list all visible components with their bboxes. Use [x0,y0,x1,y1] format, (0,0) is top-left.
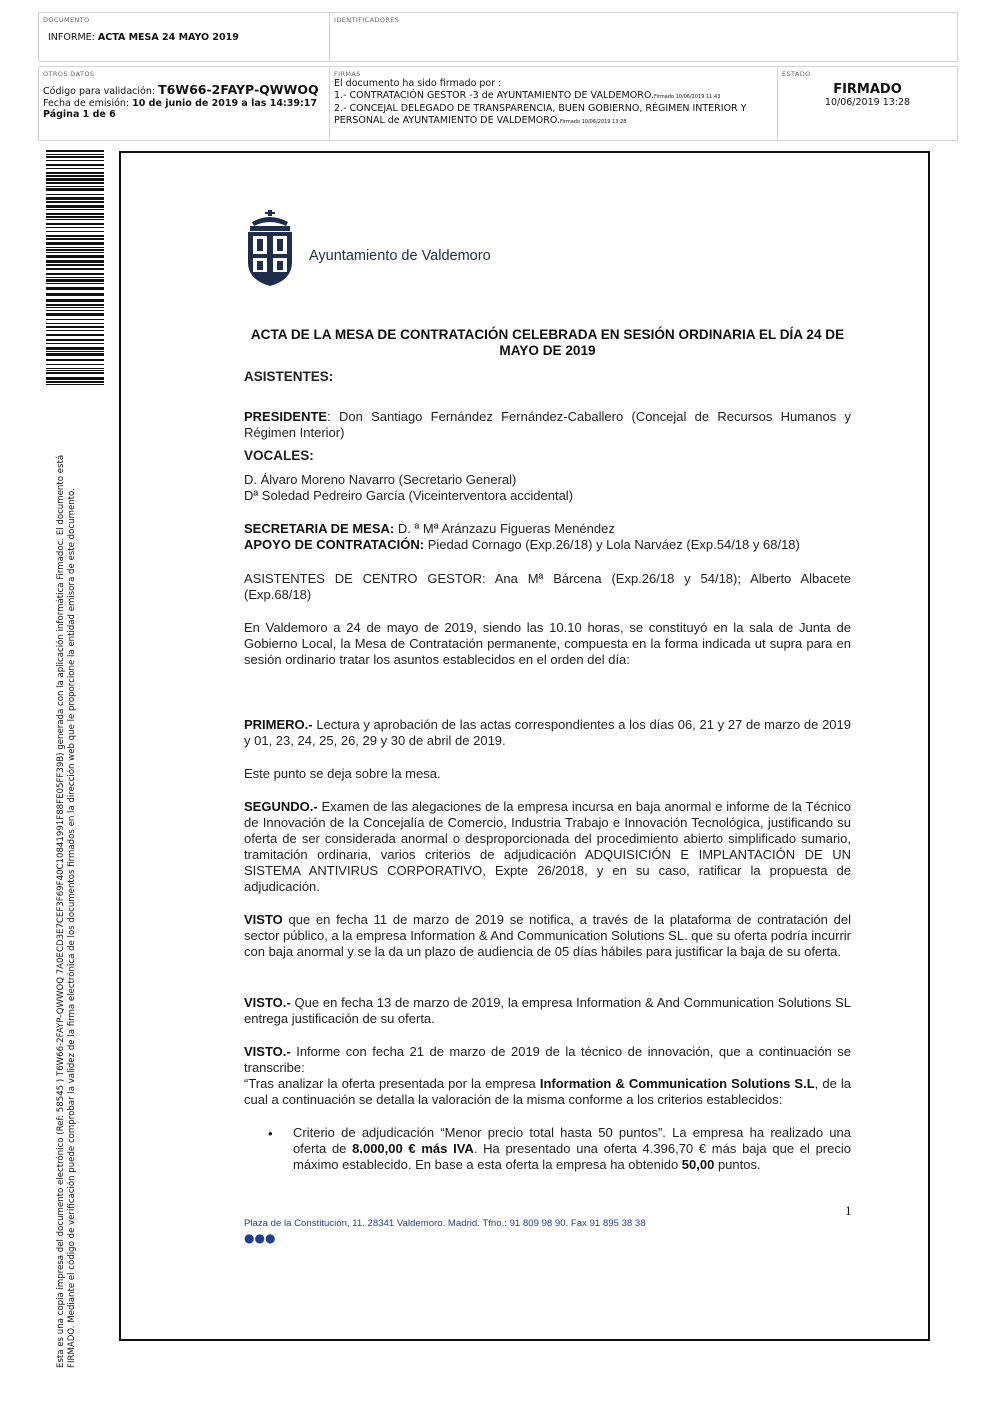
secretaria-text: D. ª Mª Aránzazu Figueras Menéndez [394,521,615,536]
firma-2 [334,103,773,128]
fecha-label: Fecha de emisión: [43,97,133,109]
barcode-bar [46,260,104,263]
barcode-bar [46,307,104,308]
barcode-bar [46,283,104,284]
firmas-cell [329,67,777,140]
visto-1-paragraph [244,912,851,960]
visto-3-text: Informe con fecha 21 de marzo de 2019 de la técnico de innovación, que a continuación se transcribe: [244,1044,851,1075]
barcode-bar [46,150,104,152]
barcode-bar [46,242,104,245]
primero-paragraph [244,717,851,749]
barcode-bar [46,359,104,361]
segundo-text: Examen de las alegaciones de la empresa incursa en baja anormal e informe de la Técnico de Innovación de la Concejalía de Comercio, Industria Trabajo e Innovación Tecnológica, justificando su oferta de ser considerada anormal o desproporcionada del procedimiento abierto simplificado sumario, tramitación ordinaria, varios criterios de adjudicación ADQUISICIÓN E IMPLANTACIÓN DE UN SISTEMA ANTIVIRUS CORPORATIVO, Expte 26/2018, y en su caso, ratificar la propuesta de adjudicación. [244,799,851,894]
barcode-bar [46,188,104,191]
visto-1-text: que en fecha 11 de marzo de 2019 se notifica, a través de la plataforma de contratación del sector público, a la empresa Information & And Communication Solutions SL. que su oferta podría incurrir con baja anormal y se la da un plazo de audiencia de 05 días hábiles para justificar la baja de su oferta. [244,912,851,959]
segundo-paragraph [244,799,851,895]
barcode-bar [46,372,104,374]
firma-2-text: 2.- CONCEJAL DELEGADO DE TRANSPARENCIA, BUEN GOBIERNO, RÉGIMEN INTERIOR Y PERSONAL de AYUNTAMIENTO DE VALDEMORO. [334,103,747,126]
estado-fecha: 10/06/2019 13:28 [824,97,911,108]
visto-3-label: VISTO.- [244,1044,291,1059]
barcode-bar [46,156,104,158]
apoyo-text: Piedad Cornago (Exp.26/18) y Lola Narváez (Exp.54/18 y 68/18) [424,537,800,552]
barcode-bar [46,381,104,383]
vocal-1: D. Álvaro Moreno Navarro (Secretario General) [244,472,517,487]
bullet-mid: . Ha presentado una oferta 4.396,70 € más baja que el precio máximo establecido. En base a esta oferta la empresa ha obtenido [293,1141,851,1172]
barcode-bar [46,235,104,237]
barcode-bar [46,334,104,336]
barcode-bar [46,154,104,155]
sobre-mesa-line: Este punto se deja sobre la mesa. [244,766,441,781]
barcode-bar [46,353,104,356]
fecha-emision [43,98,325,110]
documento-cell [39,13,329,61]
barcode-bar [46,249,104,251]
codigo-value: T6W66-2FAYP-QWWOQ [158,82,319,97]
barcode-bar [46,252,104,253]
barcode-bar [46,287,104,290]
barcode-bar [46,293,104,296]
identificadores-cell [329,13,957,61]
bullet-pre: Criterio de adjudicación “Menor precio total hasta 50 puntos”. La empresa ha realizado una oferta de [293,1125,851,1156]
secretaria-line [244,521,851,537]
pagina-indicator: Página 1 de 6 [43,109,116,120]
barcode-bar [46,364,104,365]
ayuntamiento-crest-logo [244,210,296,288]
estado-value: FIRMADO [833,82,902,97]
barcode-bar [46,384,104,385]
presidente-label: PRESIDENTE [244,409,328,424]
barcode-bar [46,205,104,208]
barcode-bar [46,255,104,258]
visto-2-text: Que en fecha 13 de marzo de 2019, la empresa Information & And Communication Solutions SL entrega justificación de su oferta. [244,995,851,1026]
presidente-text: : Don Santiago Fernández Fernández-Caballero (Concejal de Recursos Humanos y Régimen Interior) [244,409,851,440]
barcode-bar [46,238,104,240]
codigo-validacion [43,84,325,98]
asistentes-heading: ASISTENTES: [244,369,334,384]
bullet-amount: 8.000,00 € más IVA [352,1141,474,1156]
apoyo-line [244,537,851,553]
barcode-bar [46,347,104,350]
barcode-bar [46,264,104,266]
barcode-bar [46,160,104,161]
documento-name: ACTA MESA 24 MAYO 2019 [97,32,239,43]
barcode-bar [46,343,104,344]
barcode-bar [46,175,104,177]
firmas-intro: El documento ha sido firmado por : [334,78,502,89]
barcode-bar [46,339,104,341]
barcode-bar [46,213,104,215]
barcode-bar [46,351,104,352]
firma-2-stamp: Firmado 10/06/2019 13:28 [559,118,627,125]
barcode-bar [46,299,104,302]
barcode-bar [46,197,104,200]
visto-2-paragraph [244,995,851,1027]
bullet-post: puntos. [714,1157,761,1172]
barcode-bar [46,310,104,311]
verification-side-text: Esta es una copia impresa del documento electrónico (Ref: 58545 ) T6W66-2FAYP-QWWOQ 7A0ECD3E7CEF3F69F40C10841991F88FE05FF39B) generada con la aplicación informática Firmadoc. El documento está FIRMADO. Mediante el código de verificación puede comprobar la validez de la firma electrónica de los documentos firmados en la dirección web que le proporcione la entidad emisora de este documento. [56,454,77,1368]
header-details-row [38,66,958,141]
codigo-label: Código para validación: [43,86,159,97]
firma-1 [334,90,773,104]
barcode-bar [46,182,104,184]
quote-company: Information & Communication Solutions S.L [539,1076,815,1091]
intro-paragraph: En Valdemoro a 24 de mayo de 2019, siendo las 10.10 horas, se constituyó en la sala de Junta de Gobierno Local, la Mesa de Contratación permanente, compuesta en la forma indicada ut supra para en sesión ordinario tratar los asuntos establecidos en el orden del día: [244,620,851,667]
header-documento-row [38,12,958,62]
presidente-paragraph [244,409,851,441]
barcode-bar [46,326,104,328]
barcode-bar [46,164,104,166]
page-title: ACTA DE LA MESA DE CONTRATACIÓN CELEBRADA EN SESIÓN ORDINARIA EL DÍA 24 DE MAYO DE 2019 [250,327,845,358]
footer-dots: ●●● [244,1231,276,1245]
visto-2-label: VISTO.- [244,995,291,1010]
bullet-marker: • [268,1126,273,1141]
fecha-value: 10 de junio de 2019 a las 14:39:17 [132,97,318,109]
barcode-bar [46,273,104,275]
barcode-bar [46,209,104,210]
vocal-2: Dª Soledad Pedreiro García (Viceinterventora accidental) [244,488,574,503]
barcode-bar [46,377,104,380]
barcode-bar [46,279,104,282]
barcode-bar [46,231,104,232]
bullet-criterio [293,1125,851,1173]
barcode [46,150,104,386]
visto-1-label: VISTO [244,912,283,927]
barcode-bar [46,194,104,195]
barcode-bar [46,186,104,187]
barcode-bar [46,368,104,369]
bullet-points: 50,00 [681,1157,715,1172]
barcode-bar [46,223,104,225]
primero-label: PRIMERO.- [244,717,313,732]
barcode-bar [46,313,104,316]
barcode-bar [46,277,104,278]
estado-cell [777,67,957,140]
documento-value [43,32,325,44]
barcode-bar [46,268,104,270]
asistentes-centro-paragraph: ASISTENTES DE CENTRO GESTOR: Ana Mª Bárcena (Exp.26/18 y 54/18); Alberto Albacete (Exp.68/18) [244,571,851,602]
documento-prefix: INFORME: [48,32,98,43]
vocales-heading: VOCALES: [244,448,314,463]
barcode-bar [46,370,104,371]
barcode-bar [46,168,104,169]
barcode-bar [46,201,104,203]
barcode-bar [46,247,104,248]
quote-pre: “Tras analizar la oferta presentada por la empresa [244,1076,540,1091]
footer-address: Plaza de la Constitución, 11. 28341 Valdemoro. Madrid. Tfno.: 91 809 98 90. Fax 91 895 38 38 [244,1218,646,1229]
visto-3-paragraph [244,1044,851,1076]
firmas-label: FIRMAS [334,70,361,78]
secretaria-label: SECRETARIA DE MESA: [244,521,395,536]
primero-text: Lectura y aprobación de las actas correspondientes a los días 06, 21 y 27 de marzo de 2019 y 01, 23, 24, 25, 26, 29 y 30 de abril de 2019. [244,717,851,748]
barcode-bar [46,323,104,324]
barcode-bar [46,216,104,218]
barcode-bar [46,304,104,306]
quote-post: , de la cual a continuación se detalla la valoración de la misma conforme a los criterios establecidos: [244,1076,851,1107]
otros-datos-label: OTROS DATOS [43,70,95,78]
barcode-bar [46,330,104,331]
barcode-bar [46,219,104,220]
barcode-bar [46,227,104,228]
documento-label: DOCUMENTO [43,16,90,24]
quote-paragraph [244,1076,851,1108]
segundo-label: SEGUNDO.- [244,799,318,814]
firma-1-text: 1.- CONTRATACIÓN GESTOR -3 de AYUNTAMIENTO DE VALDEMORO. [334,89,654,101]
barcode-bar [46,178,104,181]
ayuntamiento-name: Ayuntamiento de Valdemoro [309,248,491,264]
estado-label: ESTADO [782,70,811,78]
otros-datos-cell [39,67,329,140]
identificadores-label: IDENTIFICADORES [334,16,400,24]
apoyo-label: APOYO DE CONTRATACIÓN: [244,537,425,552]
barcode-bar [46,172,104,174]
page-number: 1 [845,1203,852,1218]
firma-1-stamp: Firmado 10/06/2019 11:43 [653,93,721,100]
barcode-bar [46,319,104,320]
